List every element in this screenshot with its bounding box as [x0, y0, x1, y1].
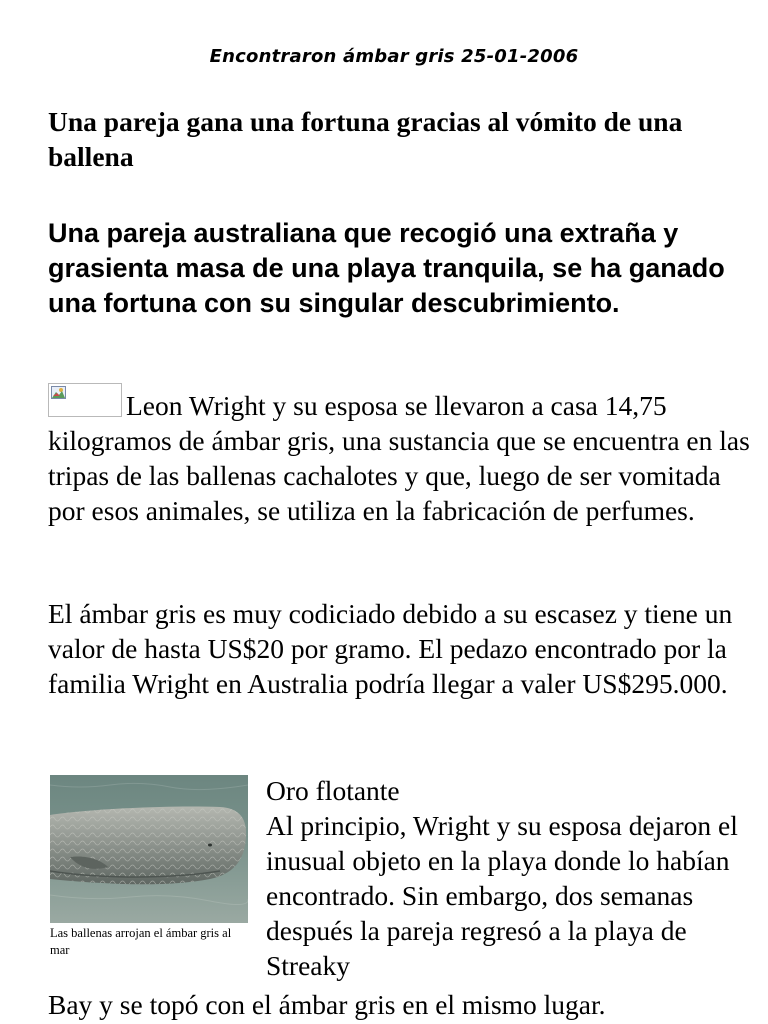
article-lead: Una pareja australiana que recogió una extraña y grasienta masa de una playa tranquila, se ha ganado una fortuna con su singular descubrimiento. — [48, 218, 725, 318]
figure-caption: Las ballenas arrojan el ámbar gris al mar — [50, 926, 232, 957]
article-paragraph-1 — [48, 383, 750, 528]
paragraph-3-wrapped: Al principio, Wright y su esposa dejaron el inusual objeto en la playa donde lo habían encontrado. Sin embargo, dos semanas después la pareja regresó a la playa de Streaky — [266, 810, 738, 981]
article-dateline: Encontraron ámbar gris 25-01-2006 — [209, 46, 579, 67]
whale-photo — [50, 775, 248, 923]
article-headline: Una pareja gana una fortuna gracias al vómito de una ballena — [48, 106, 683, 172]
whale-figure — [50, 775, 250, 959]
broken-image-icon — [48, 383, 122, 417]
side-column — [266, 773, 746, 983]
subheading-oro-flotante: Oro flotante — [266, 775, 400, 806]
article-paragraph-2: El ámbar gris es muy codiciado debido a su escasez y tiene un valor de hasta US$20 por gramo. El pedazo encontrado por la familia Wright en Australia podría llegar a valer US$295.000. — [48, 598, 733, 699]
paragraph-1-text: Leon Wright y su esposa se llevaron a casa 14,75 kilogramos de ámbar gris, una sustancia que se encuentra en las tripas de las ballenas cachalotes y que, luego de ser vomitada por esos animales, se utiliza en la fabricación de perfumes. — [48, 390, 750, 526]
paragraph-3-end: Bay y se topó con el ámbar gris en el mismo lugar. — [48, 989, 606, 1020]
